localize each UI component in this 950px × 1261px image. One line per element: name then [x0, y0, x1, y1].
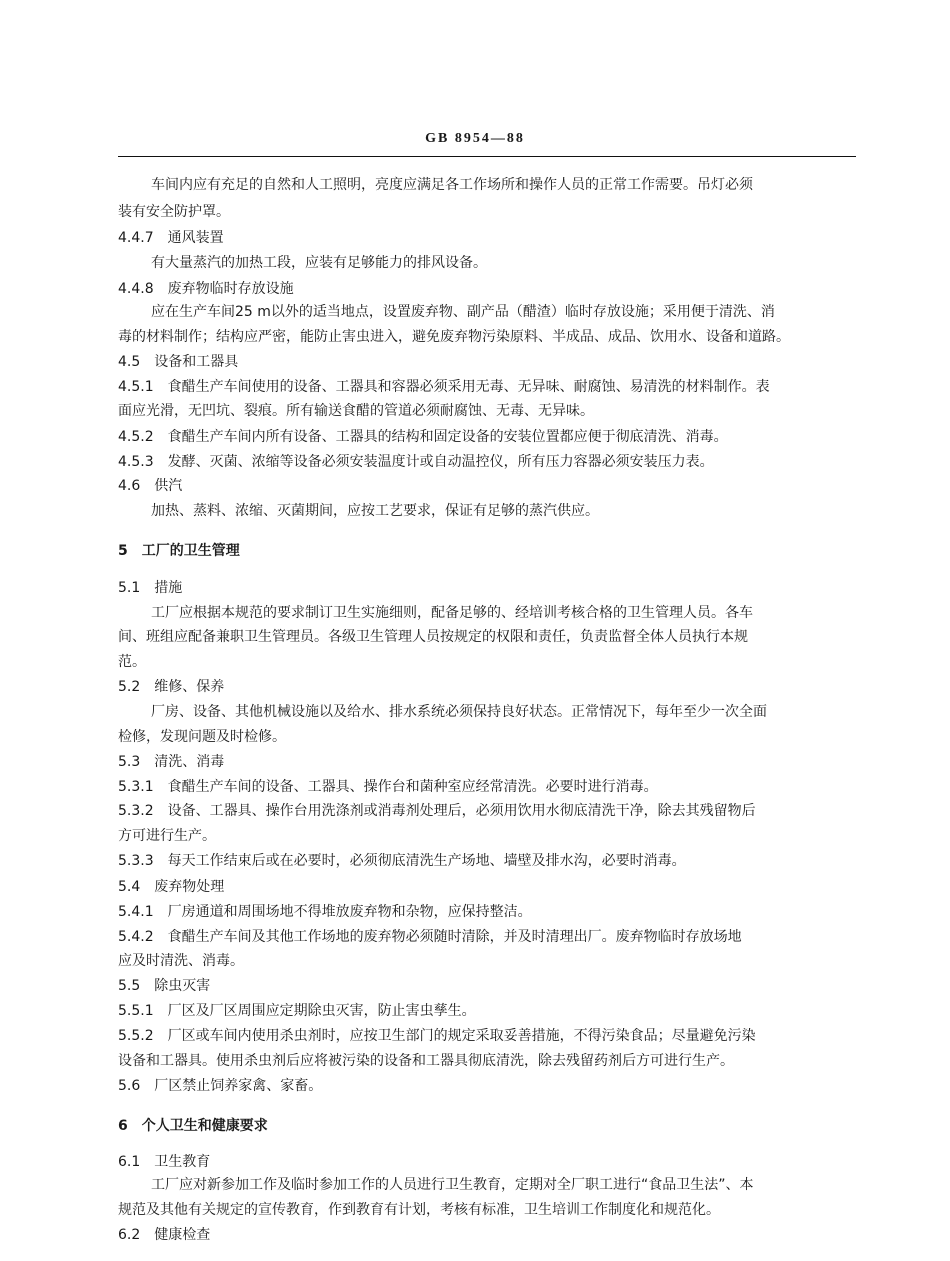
clause-heading: 4.6 供汽 [118, 478, 183, 494]
clause-heading: 6.2 健康检查 [118, 1227, 211, 1243]
clause-heading: 6.1 卫生教育 [118, 1154, 211, 1170]
section-heading: 5 工厂的卫生管理 [118, 543, 240, 559]
paragraph-line: 有大量蒸汽的加热工段，应装有足够能力的排风设备。 [151, 255, 487, 271]
paragraph-line: 面应光滑，无凹坑、裂痕。所有输送食醋的管道必须耐腐蚀、无毒、无异味。 [118, 403, 594, 419]
paragraph-line: 工厂应根据本规范的要求制订卫生实施细则，配备足够的、经培训考核合格的卫生管理人员。各车 [151, 605, 753, 621]
header-rule [118, 156, 856, 157]
clause-heading: 5.1 措施 [118, 580, 183, 596]
paragraph-line: 厂房、设备、其他机械设施以及给水、排水系统必须保持良好状态。正常情况下，每年至少一次全面 [151, 704, 767, 720]
paragraph-line: 5.4.1 厂房通道和周围场地不得堆放废弃物和杂物，应保持整洁。 [118, 904, 532, 920]
paragraph-line: 应在生产车间25 m以外的适当地点，设置废弃物、副产品（醋渣）临时存放设施；采用便于清洗、消 [151, 304, 775, 320]
paragraph-line: 5.5.1 厂区及厂区周围应定期除虫灭害，防止害虫孳生。 [118, 1003, 476, 1019]
paragraph-line: 5.3.3 每天工作结束后或在必要时，必须彻底清洗生产场地、墙壁及排水沟，必要时消毒。 [118, 853, 686, 869]
standard-code-header: GB 8954—88 [425, 131, 525, 146]
paragraph-line: 5.4.2 食醋生产车间及其他工作场地的废弃物必须随时清除，并及时清理出厂。废弃物临时存放场地 [118, 929, 742, 945]
paragraph-line: 应及时清洗、消毒。 [118, 953, 244, 969]
paragraph-line: 工厂应对新参加工作及临时参加工作的人员进行卫生教育，定期对全厂职工进行“食品卫生法”、本 [151, 1177, 754, 1193]
clause-heading: 5.5 除虫灭害 [118, 978, 211, 994]
clause-heading: 4.4.8 废弃物临时存放设施 [118, 281, 294, 297]
paragraph-line: 间、班组应配备兼职卫生管理员。各级卫生管理人员按规定的权限和责任，负责监督全体人员执行本规 [118, 629, 748, 645]
paragraph-line: 4.5.2 食醋生产车间内所有设备、工器具的结构和固定设备的安装位置都应便于彻底清洗、消毒。 [118, 429, 728, 445]
paragraph-line: 规范及其他有关规定的宣传教育，作到教育有计划，考核有标准，卫生培训工作制度化和规范化。 [118, 1202, 720, 1218]
paragraph-line: 4.5.3 发酵、灭菌、浓缩等设备必须安装温度计或自动温控仪，所有压力容器必须安装压力表。 [118, 454, 714, 470]
clause-heading: 4.5 设备和工器具 [118, 354, 239, 370]
clause-heading: 5.2 维修、保养 [118, 679, 225, 695]
paragraph-line: 5.6 厂区禁止饲养家禽、家畜。 [118, 1078, 323, 1094]
paragraph-line: 装有安全防护罩。 [118, 204, 230, 220]
paragraph-line: 5.3.1 食醋生产车间的设备、工器具、操作台和菌种室应经常清洗。必要时进行消毒。 [118, 779, 658, 795]
paragraph-line: 车间内应有充足的自然和人工照明，亮度应满足各工作场所和操作人员的正常工作需要。吊灯必须 [151, 177, 753, 193]
paragraph-line: 范。 [118, 654, 146, 670]
section-heading: 6 个人卫生和健康要求 [118, 1118, 268, 1134]
clause-heading: 5.3 清洗、消毒 [118, 754, 225, 770]
paragraph-line: 加热、蒸料、浓缩、灭菌期间，应按工艺要求，保证有足够的蒸汽供应。 [151, 503, 599, 519]
paragraph-line: 5.3.2 设备、工器具、操作台用洗涤剂或消毒剂处理后，必须用饮用水彻底清洗干净，除去其残留物后 [118, 803, 756, 819]
paragraph-line: 4.5.1 食醋生产车间使用的设备、工器具和容器必须采用无毒、无异味、耐腐蚀、易清洗的材料制作。表 [118, 379, 770, 395]
paragraph-line: 检修，发现问题及时检修。 [118, 729, 286, 745]
paragraph-line: 设备和工器具。使用杀虫剂后应将被污染的设备和工器具彻底清洗，除去残留药剂后方可进行生产。 [118, 1053, 734, 1069]
paragraph-line: 方可进行生产。 [118, 828, 216, 844]
clause-heading: 4.4.7 通风装置 [118, 230, 224, 246]
clause-heading: 5.4 废弃物处理 [118, 879, 225, 895]
paragraph-line: 毒的材料制作；结构应严密，能防止害虫进入，避免废弃物污染原料、半成品、成品、饮用水、设备和道路。 [118, 329, 790, 345]
paragraph-line: 5.5.2 厂区或车间内使用杀虫剂时，应按卫生部门的规定采取妥善措施，不得污染食品；尽量避免污染 [118, 1028, 756, 1044]
